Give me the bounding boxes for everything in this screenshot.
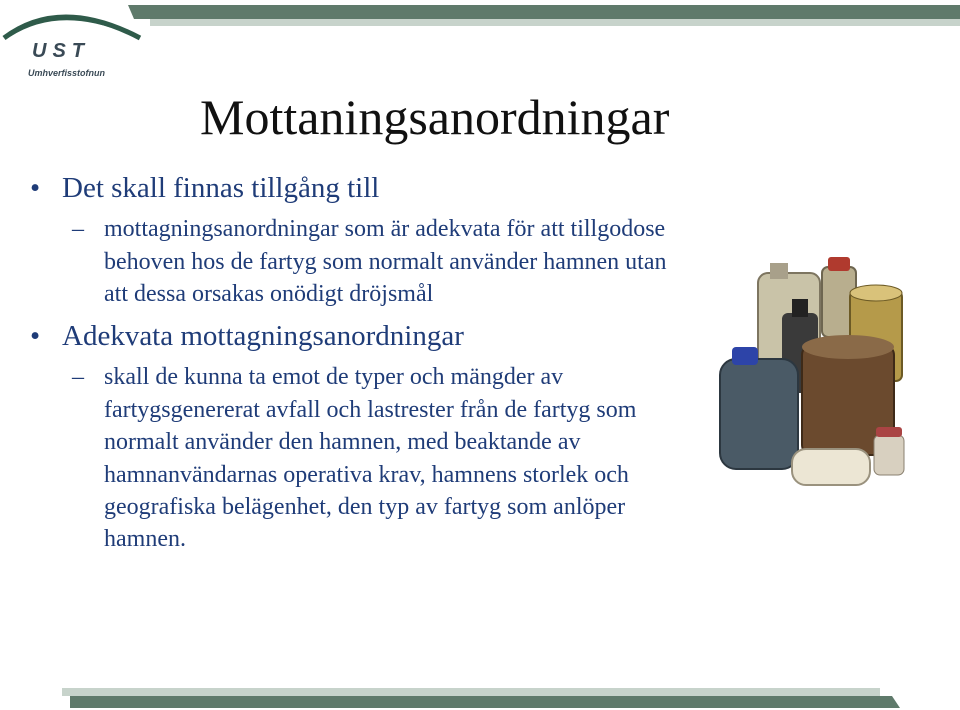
logo-subtitle: Umhverfisstofnun xyxy=(28,68,106,78)
waste-containers-image xyxy=(710,255,910,505)
top-decor-bar-light xyxy=(150,19,960,26)
bottom-decor-bar-light xyxy=(62,688,880,696)
sub-bullet-1 xyxy=(30,213,690,310)
bullet-dot: • xyxy=(30,172,41,204)
bottom-decor-bar xyxy=(70,696,900,708)
bullet-1-text: Det skall finnas tillgång till xyxy=(62,172,380,204)
waste-containers-icon xyxy=(710,255,910,505)
bullet-2 xyxy=(30,318,690,355)
top-decor-bar xyxy=(128,5,960,19)
sub-bullet-dash: – xyxy=(72,216,84,243)
logo-arc-icon xyxy=(0,0,150,45)
bullet-2-text: Adekvata mottagningsanordningar xyxy=(62,320,464,353)
logo-name: UST xyxy=(32,40,90,62)
sub-bullet-2 xyxy=(30,361,690,555)
slide-title: Mottaningsanordningar xyxy=(200,89,670,145)
sub-bullet-dash: – xyxy=(72,364,84,391)
sub-bullet-2-text: skall de kunna ta emot de typer och mängder av fartygsgenererat avfall och lastrester från de fartyg som normalt använder den hamnen, med beaktande av hamnanvändarnas operativa krav, hamnens storlek och geografiska belägenhet, den typ av fartyg som anlöper hamnen. xyxy=(104,364,637,553)
sub-bullet-1-text: mottagningsanordningar som är adekvata för att tillgodose behoven hos de fartyg som normalt använder hamnen utan att dessa orsakas onödigt dröjsmål xyxy=(104,216,667,307)
bullet-1 xyxy=(30,170,690,207)
bullet-dot: • xyxy=(30,320,41,353)
logo xyxy=(0,0,150,85)
slide-content xyxy=(30,170,690,556)
